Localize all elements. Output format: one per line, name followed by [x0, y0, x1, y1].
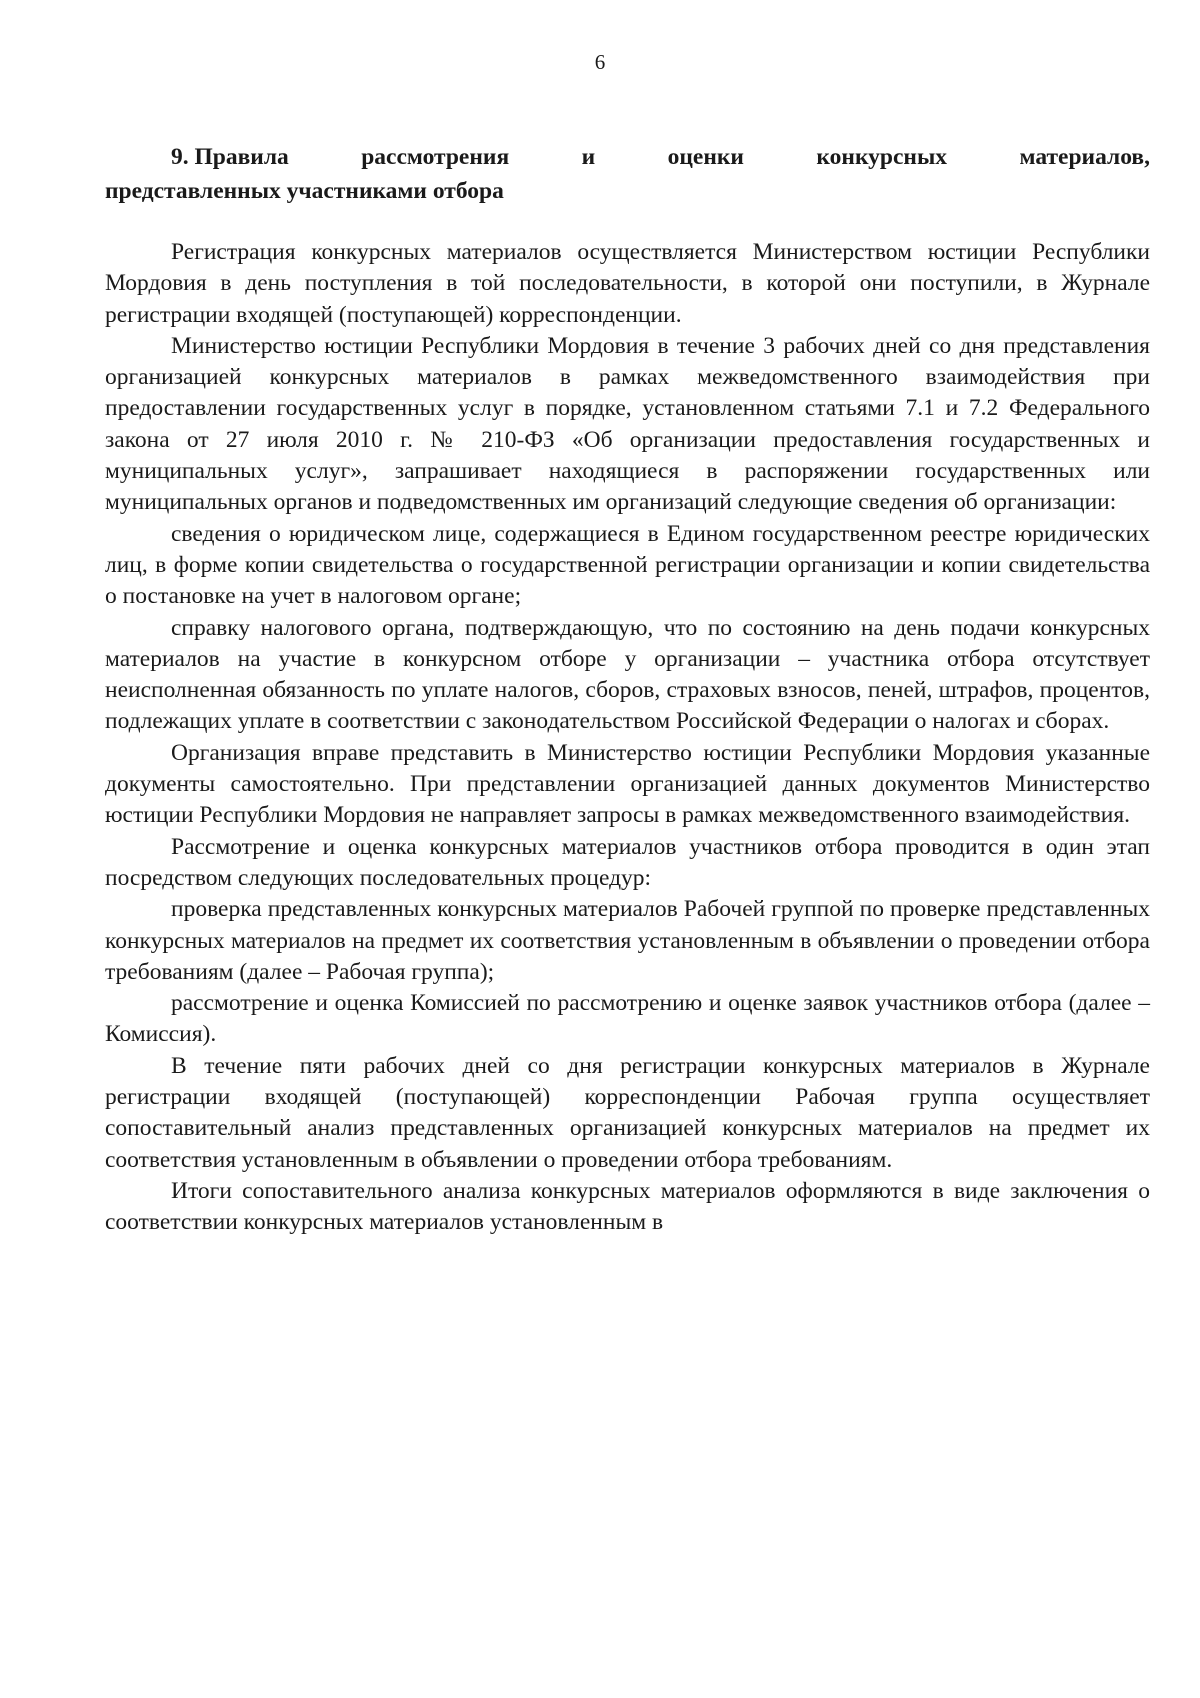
- paragraph-ministry-request: Министерство юстиции Республики Мордовия в течение 3 рабочих дней со дня представления организацией конкурсных материалов в рамках межведомственного взаимодействия при предоставлении государственных услуг в порядке, установленном статьями 7.1 и 7.2 Федерального закона от 27 июля 2010 г. № 210-ФЗ «Об организации предоставления государственных и муниципальных услуг», запрашивает находящиеся в распоряжении государственных или муниципальных органов и подведомственных им организаций следующие сведения об организации:: [105, 332, 1150, 516]
- heading-word: конкурсных: [816, 144, 948, 170]
- paragraph-five-days-analysis: В течение пяти рабочих дней со дня регистрации конкурсных материалов в Журнале регистрации входящей (поступающей) корреспонденции Рабочая группа осуществляет сопоставительный анализ представленных организацией конкурсных материалов на предмет их соответствия установленным в объявлении о проведении отбора требованиям.: [105, 1052, 1150, 1173]
- heading-word: и: [581, 144, 596, 170]
- heading-word: оценки: [667, 144, 744, 170]
- paragraph-tax-certificate: справку налогового органа, подтверждающую, что по состоянию на день подачи конкурсных материалов на участие в конкурсном отборе у организации – участника отбора отсутствует неисполненная обязанность по уплате налогов, сборов, страховых взносов, пеней, штрафов, процентов, подлежащих уплате в соответствии с законодательством Российской Федерации о налогах и сборах.: [105, 614, 1150, 735]
- paragraph-commission-review: рассмотрение и оценка Комиссией по рассмотрению и оценке заявок участников отбора (далее – Комиссия).: [105, 990, 1150, 1048]
- paragraph-analysis-results: Итоги сопоставительного анализа конкурсных материалов оформляются в виде заключения о соответствии конкурсных материалов установленным в: [105, 1177, 1150, 1236]
- heading-word: рассмотрения: [361, 144, 510, 170]
- heading-word: материалов,: [1019, 144, 1150, 170]
- paragraph-legal-entity-info: сведения о юридическом лице, содержащиеся в Едином государственном реестре юридических лиц, в форме копии свидетельства о государственной регистрации организации и копии свидетельства о постановке на учет в налоговом органе;: [105, 520, 1150, 610]
- heading-word: 9. Правила: [171, 144, 289, 170]
- paragraph-registration: Регистрация конкурсных материалов осуществляется Министерством юстиции Республики Мордовия в день поступления в той последовательности, в которой они поступили, в Журнале регистрации входящей (поступающей) корреспонденции.: [105, 239, 1150, 328]
- paragraph-self-submission: Организация вправе представить в Министерство юстиции Республики Мордовия указанные документы самостоятельно. При представлении организацией данных документов Министерство юстиции Республики Мордовия не направляет запросы в рамках межведомственного взаимодействия.: [105, 739, 1150, 829]
- document-body: [105, 237, 1150, 1239]
- section-heading: [105, 140, 1150, 208]
- section-heading-line1: [105, 140, 1150, 174]
- paragraph-review-stage: Рассмотрение и оценка конкурсных материалов участников отбора проводится в один этап посредством следующих последовательных процедур:: [105, 833, 1150, 891]
- page-number: 6: [594, 50, 606, 74]
- paragraph-working-group-check: проверка представленных конкурсных материалов Рабочей группой по проверке представленных конкурсных материалов на предмет их соответствия установленным в объявлении о проведении отбора требованиям (далее – Рабочая группа);: [105, 896, 1150, 985]
- section-heading-line2: представленных участниками отбора: [105, 178, 504, 204]
